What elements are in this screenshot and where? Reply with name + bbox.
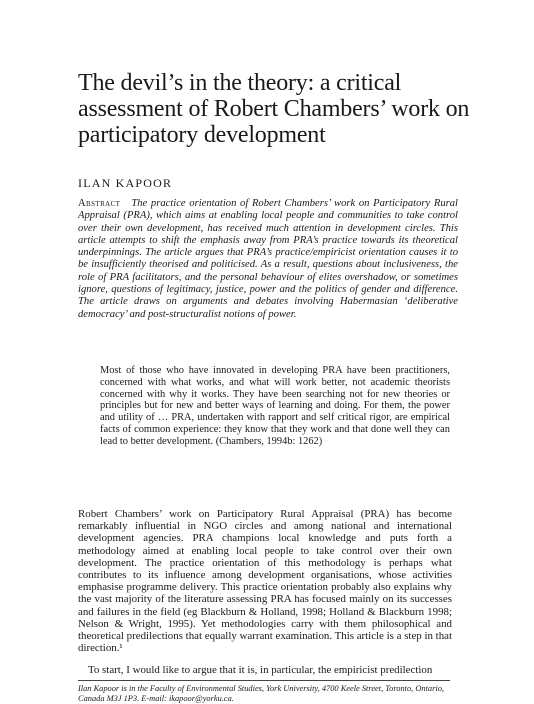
block-quote: Most of those who have innovated in developing PRA have been practitioners, concerned with what works, and what will work better, not academic theorists concerned with why it works. They have been searching not for new theories or principles but for new and better ways of learning and doing. For them, the power and utility of … PRA, undertaken with rapport and self critical rigor, are empirical facts of common experience: they know that they work and that done well they can lead to better development. (Chambers, 1994b: 1262) <box>100 365 450 447</box>
abstract-label: Abstract <box>78 198 121 209</box>
body-paragraph-1: Robert Chambers’ work on Participatory Rural Appraisal (PRA) has become remarkably influential in NGO circles and among national and international development agencies. PRA champions local knowledge and puts forth a methodology aimed at enabling local people to take control over their own development. The practice orientation of this methodology is perhaps what contributes to its influence among development organisations, whose activities emphasise programme delivery. This practice orientation probably also explains why the vast majority of the literature assessing PRA has focused mainly on its successes and failures in the field (eg Blackburn & Holland, 1998; Holland & Blackburn 1998; Nelson & Wright, 1995). Yet methodologies carry with them philosophical and theoretical predilections that equally warrant examination. This article is a step in that direction.¹ <box>78 508 452 655</box>
abstract-body: The practice orientation of Robert Chambers’ work on Participatory Rural Appraisal (PRA), which aims at enabling local people and communities to take control over their own development, has received much attention in development circles. This article attempts to shift the emphasis away from PRA’s practice towards its theoretical underpinnings. The article argues that PRA’s practice/empiricist orientation causes it to be insufficiently theorised and politicised. As a result, questions about inclusiveness, the role of PRA facilitators, and the personal behaviour of elites overshadow, or sometimes ignore, questions of legitimacy, justice, power and the politics of gender and difference. The article draws on arguments and debates involving Habermasian ‘deliberative democracy’ and post-structuralist notions of power. <box>78 198 458 320</box>
footnote-divider <box>78 680 450 681</box>
article-author: ILAN KAPOOR <box>78 176 173 190</box>
body-paragraph-2: To start, I would like to argue that it is, in particular, the empiricist predilection <box>88 664 433 676</box>
author-footnote: Ilan Kapoor is in the Faculty of Environmental Studies, York University, 4700 Keele Street, Toronto, Ontario, Canada M3J 1P3. E-mail: ikapoor@yorku.ca. <box>78 684 444 703</box>
abstract <box>78 198 458 321</box>
article-title: The devil’s in the theory: a critical assessment of Robert Chambers’ work on participatory development <box>78 70 470 148</box>
